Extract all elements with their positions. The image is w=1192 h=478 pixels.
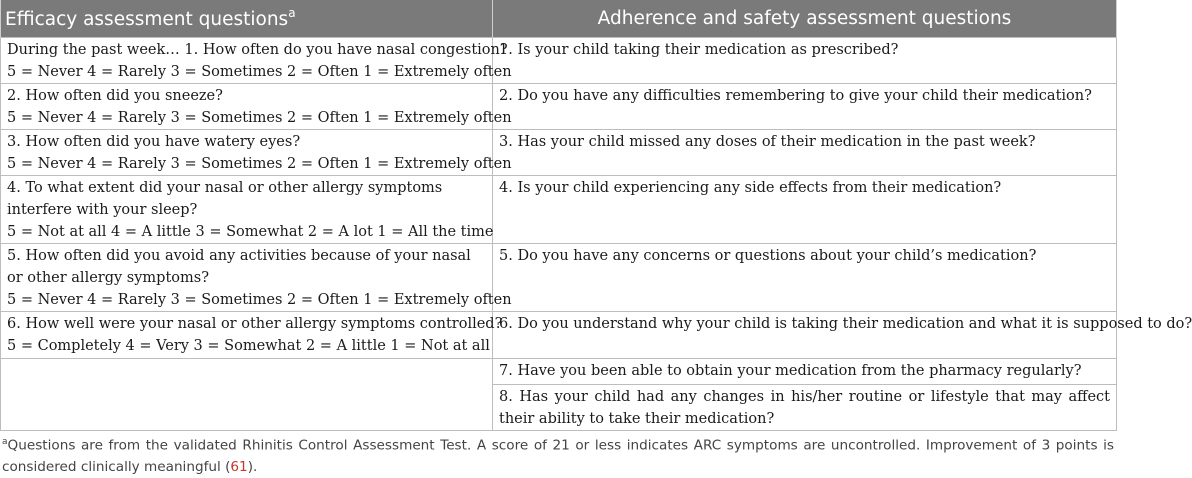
efficacy-header-superscript: a bbox=[288, 5, 296, 20]
adherence-question-cell bbox=[493, 312, 1192, 359]
adherence-question-cell bbox=[493, 359, 1117, 385]
adherence-question-text: 6. Do you understand why your child is taking their medication and what it is supposed to do? bbox=[499, 316, 1192, 332]
adherence-question-cell bbox=[493, 176, 1117, 244]
efficacy-question-cell bbox=[1, 84, 512, 130]
adherence-question-text: 3. Has your child missed any doses of their medication in the past week? bbox=[499, 134, 1036, 150]
adherence-question-cell bbox=[493, 38, 1117, 84]
adherence-question-text: 5. Do you have any concerns or questions about your child’s medication? bbox=[499, 248, 1037, 264]
efficacy-question-text: 6. How well were your nasal or other allergy symptoms controlled? bbox=[7, 316, 503, 332]
efficacy-question-text: During the past week… 1. How often do you have nasal congestion? bbox=[7, 42, 508, 58]
table-footnote bbox=[2, 432, 1114, 478]
efficacy-question-text: 4. To what extent did your nasal or other allergy symptoms interfere with your sleep? bbox=[7, 180, 443, 218]
efficacy-question-cell bbox=[1, 38, 512, 84]
efficacy-question-text: 5. How often did you avoid any activities because of your nasal or other allergy symptoms? bbox=[7, 248, 471, 286]
table-row bbox=[1, 130, 1117, 176]
table-row bbox=[1, 84, 1117, 130]
efficacy-question-cell bbox=[1, 244, 512, 312]
table-row bbox=[1, 38, 1117, 84]
adherence-question-text: 1. Is your child taking their medication as prescribed? bbox=[499, 42, 899, 58]
efficacy-scale-text: 5 = Never 4 = Rarely 3 = Sometimes 2 = Often 1 = Extremely often bbox=[7, 110, 512, 126]
adherence-header: Adherence and safety assessment questions bbox=[493, 0, 1117, 38]
table-row bbox=[1, 244, 1117, 312]
adherence-question-cell bbox=[493, 244, 1117, 312]
adherence-question-text: 2. Do you have any difficulties remembering to give your child their medication? bbox=[499, 88, 1092, 104]
efficacy-scale-text: 5 = Never 4 = Rarely 3 = Sometimes 2 = Often 1 = Extremely often bbox=[7, 64, 512, 80]
efficacy-scale-text: 5 = Completely 4 = Very 3 = Somewhat 2 = A little 1 = Not at all bbox=[7, 338, 490, 354]
adherence-question-cell bbox=[493, 130, 1117, 176]
reference-link[interactable]: 61 bbox=[230, 458, 248, 475]
efficacy-question-text: 2. How often did you sneeze? bbox=[7, 88, 223, 104]
footnote-text: Questions are from the validated Rhinitis Control Assessment Test. A score of 21 or less indicates ARC symptoms are uncontrolled. Improvement of 3 points is considered clinically meaningful ( bbox=[2, 437, 1114, 475]
efficacy-question-cell bbox=[1, 176, 493, 244]
table-row bbox=[1, 312, 1117, 359]
table-row bbox=[1, 176, 1117, 244]
adherence-question-text: 7. Have you been able to obtain your medication from the pharmacy regularly? bbox=[499, 363, 1082, 379]
footnote-marker: a bbox=[2, 437, 8, 447]
efficacy-header-label: Efficacy assessment questions bbox=[5, 9, 289, 31]
empty-efficacy-cell bbox=[1, 359, 493, 431]
efficacy-scale-text: 5 = Never 4 = Rarely 3 = Sometimes 2 = Often 1 = Extremely often bbox=[7, 292, 512, 308]
table-row bbox=[1, 359, 1117, 385]
adherence-question-text: 4. Is your child experiencing any side effects from their medication? bbox=[499, 180, 1002, 196]
efficacy-question-cell bbox=[1, 130, 512, 176]
efficacy-question-text: 3. How often did you have watery eyes? bbox=[7, 134, 301, 150]
efficacy-header bbox=[1, 0, 493, 38]
adherence-question-cell bbox=[493, 84, 1117, 130]
adherence-question-cell bbox=[493, 385, 1117, 431]
efficacy-scale-text: 5 = Never 4 = Rarely 3 = Sometimes 2 = Often 1 = Extremely often bbox=[7, 156, 512, 172]
efficacy-scale-text: 5 = Not at all 4 = A little 3 = Somewhat 2 = A lot 1 = All the time bbox=[7, 224, 494, 240]
efficacy-question-cell bbox=[1, 312, 503, 359]
table-header-row bbox=[1, 0, 1117, 38]
footnote-end: ). bbox=[247, 458, 258, 475]
adherence-question-text: 8. Has your child had any changes in his/her routine or lifestyle that may affect their ability to take their medication? bbox=[499, 389, 1110, 427]
